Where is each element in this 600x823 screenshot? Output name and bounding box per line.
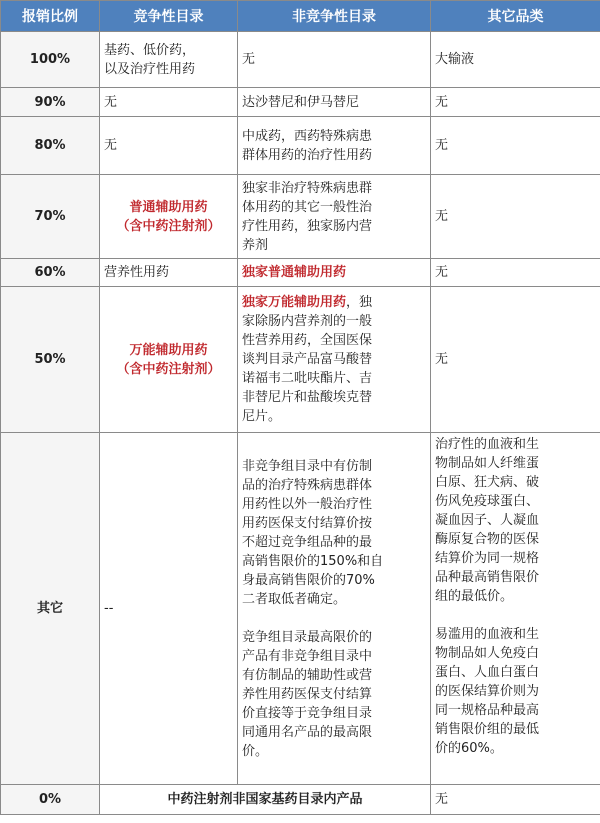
competitive-cell [100,175,238,259]
other-cell [431,259,600,287]
cell-text: 万能辅助用药 （含中药注射剂） [116,342,221,377]
other-cell [431,175,600,259]
table-row [1,117,600,175]
competitive-cell [100,117,238,175]
merged-cell: 中药注射剂非国家基药目录内产品 [100,785,431,815]
cell-text: 无 [435,352,449,367]
other-cell [431,117,600,175]
highlight-text: 独家万能辅助用药 [242,295,347,310]
competitive-cell [100,259,238,287]
cell-text: 无 [435,94,449,110]
cell-text: ，独 家除肠内营养剂的一般 性营养用药，全国医保 谈判目录产品富马酸替 诺福韦二吡呋酯片、吉 非替尼片和盐酸埃克替 尼片。 [242,295,373,424]
competitive-cell [100,88,238,117]
table-row [1,433,600,785]
cell-text: 无 [435,209,449,224]
other-cell [431,785,600,815]
ratio-cell: 70% [1,175,100,259]
paragraph-1: 非竞争组目录中有仿制 品的治疗特殊病患群体 用药性以外一般治疗性 用药医保支付结算价按 不超过竞争组品种的最 高销售限价的150%和自 身最高销售限价的70% 二者取低者确定。 [242,458,384,607]
cell-text: 普通辅助用药 （含中药注射剂） [116,199,221,234]
header-other: 其它品类 [431,1,600,32]
cell-text: 无 [242,52,256,67]
paragraph-2: 易滥用的血液和生 物制品如人免疫白 蛋白、人血白蛋白 的医保结算价则为 同一规格品种最高 销售限价组的最低 价的60%。 [435,627,540,756]
paragraph-2: 竞争组目录最高限价的 产品有非竞争组目录中 有仿制品的辅助性或营 养性用药医保支付结算 价直接等于竞争组目录 同通用名产品的最高限 价。 [242,629,373,759]
cell-text: 大输液 [435,52,475,67]
noncompetitive-cell [238,32,431,88]
cell-text: 达沙替尼和伊马替尼 [242,94,360,110]
header-noncompetitive: 非竞争性目录 [238,1,431,32]
cell-text: 中成药，西药特殊病患 群体用药的治疗性用药 [242,128,373,163]
noncompetitive-cell [238,287,431,433]
ratio-cell: 0% [1,785,100,815]
ratio-cell: 90% [1,88,100,117]
ratio-cell: 50% [1,287,100,433]
cell-text: 无 [104,94,118,110]
other-cell [431,287,600,433]
cell-text: 无 [104,138,118,153]
cell-text: 营养性用药 [104,265,170,280]
competitive-cell [100,32,238,88]
noncompetitive-cell [238,259,431,287]
other-cell [431,88,600,117]
noncompetitive-cell [238,175,431,259]
table-row [1,175,600,259]
table-row [1,259,600,287]
cell-text: 无 [435,792,449,807]
paragraph-1: 治疗性的血液和生 物制品如人纤维蛋 白原、狂犬病、破 伤风免疫球蛋白、 凝血因子、人凝血 酶原复合物的医保 结算价为同一规格 品种最高销售限价 组的最低价。 [435,437,540,604]
cell-text: 基药、低价药， 以及治疗性用药 [104,42,196,77]
other-cell [431,32,600,88]
cell-text: 无 [435,138,449,153]
competitive-cell [100,287,238,433]
noncompetitive-cell [238,433,431,785]
header-row [1,1,600,32]
cell-text: 无 [435,265,449,280]
cell-text: 独家非治疗特殊病患群 体用药的其它一般性治 疗性用药，独家肠内营 养剂 [242,180,373,253]
noncompetitive-cell [238,117,431,175]
ratio-cell: 80% [1,117,100,175]
header-ratio: 报销比例 [1,1,100,32]
other-cell [431,433,600,785]
ratio-cell: 其它 [1,433,100,785]
table-row [1,287,600,433]
table-row [1,88,600,117]
cell-text: 独家普通辅助用药 [242,265,347,280]
table-row [1,785,600,815]
ratio-cell: 100% [1,32,100,88]
competitive-cell [100,433,238,785]
ratio-cell: 60% [1,259,100,287]
table-row [1,32,600,88]
noncompetitive-cell [238,88,431,117]
header-competitive: 竞争性目录 [100,1,238,32]
cell-text: -- [104,601,114,616]
